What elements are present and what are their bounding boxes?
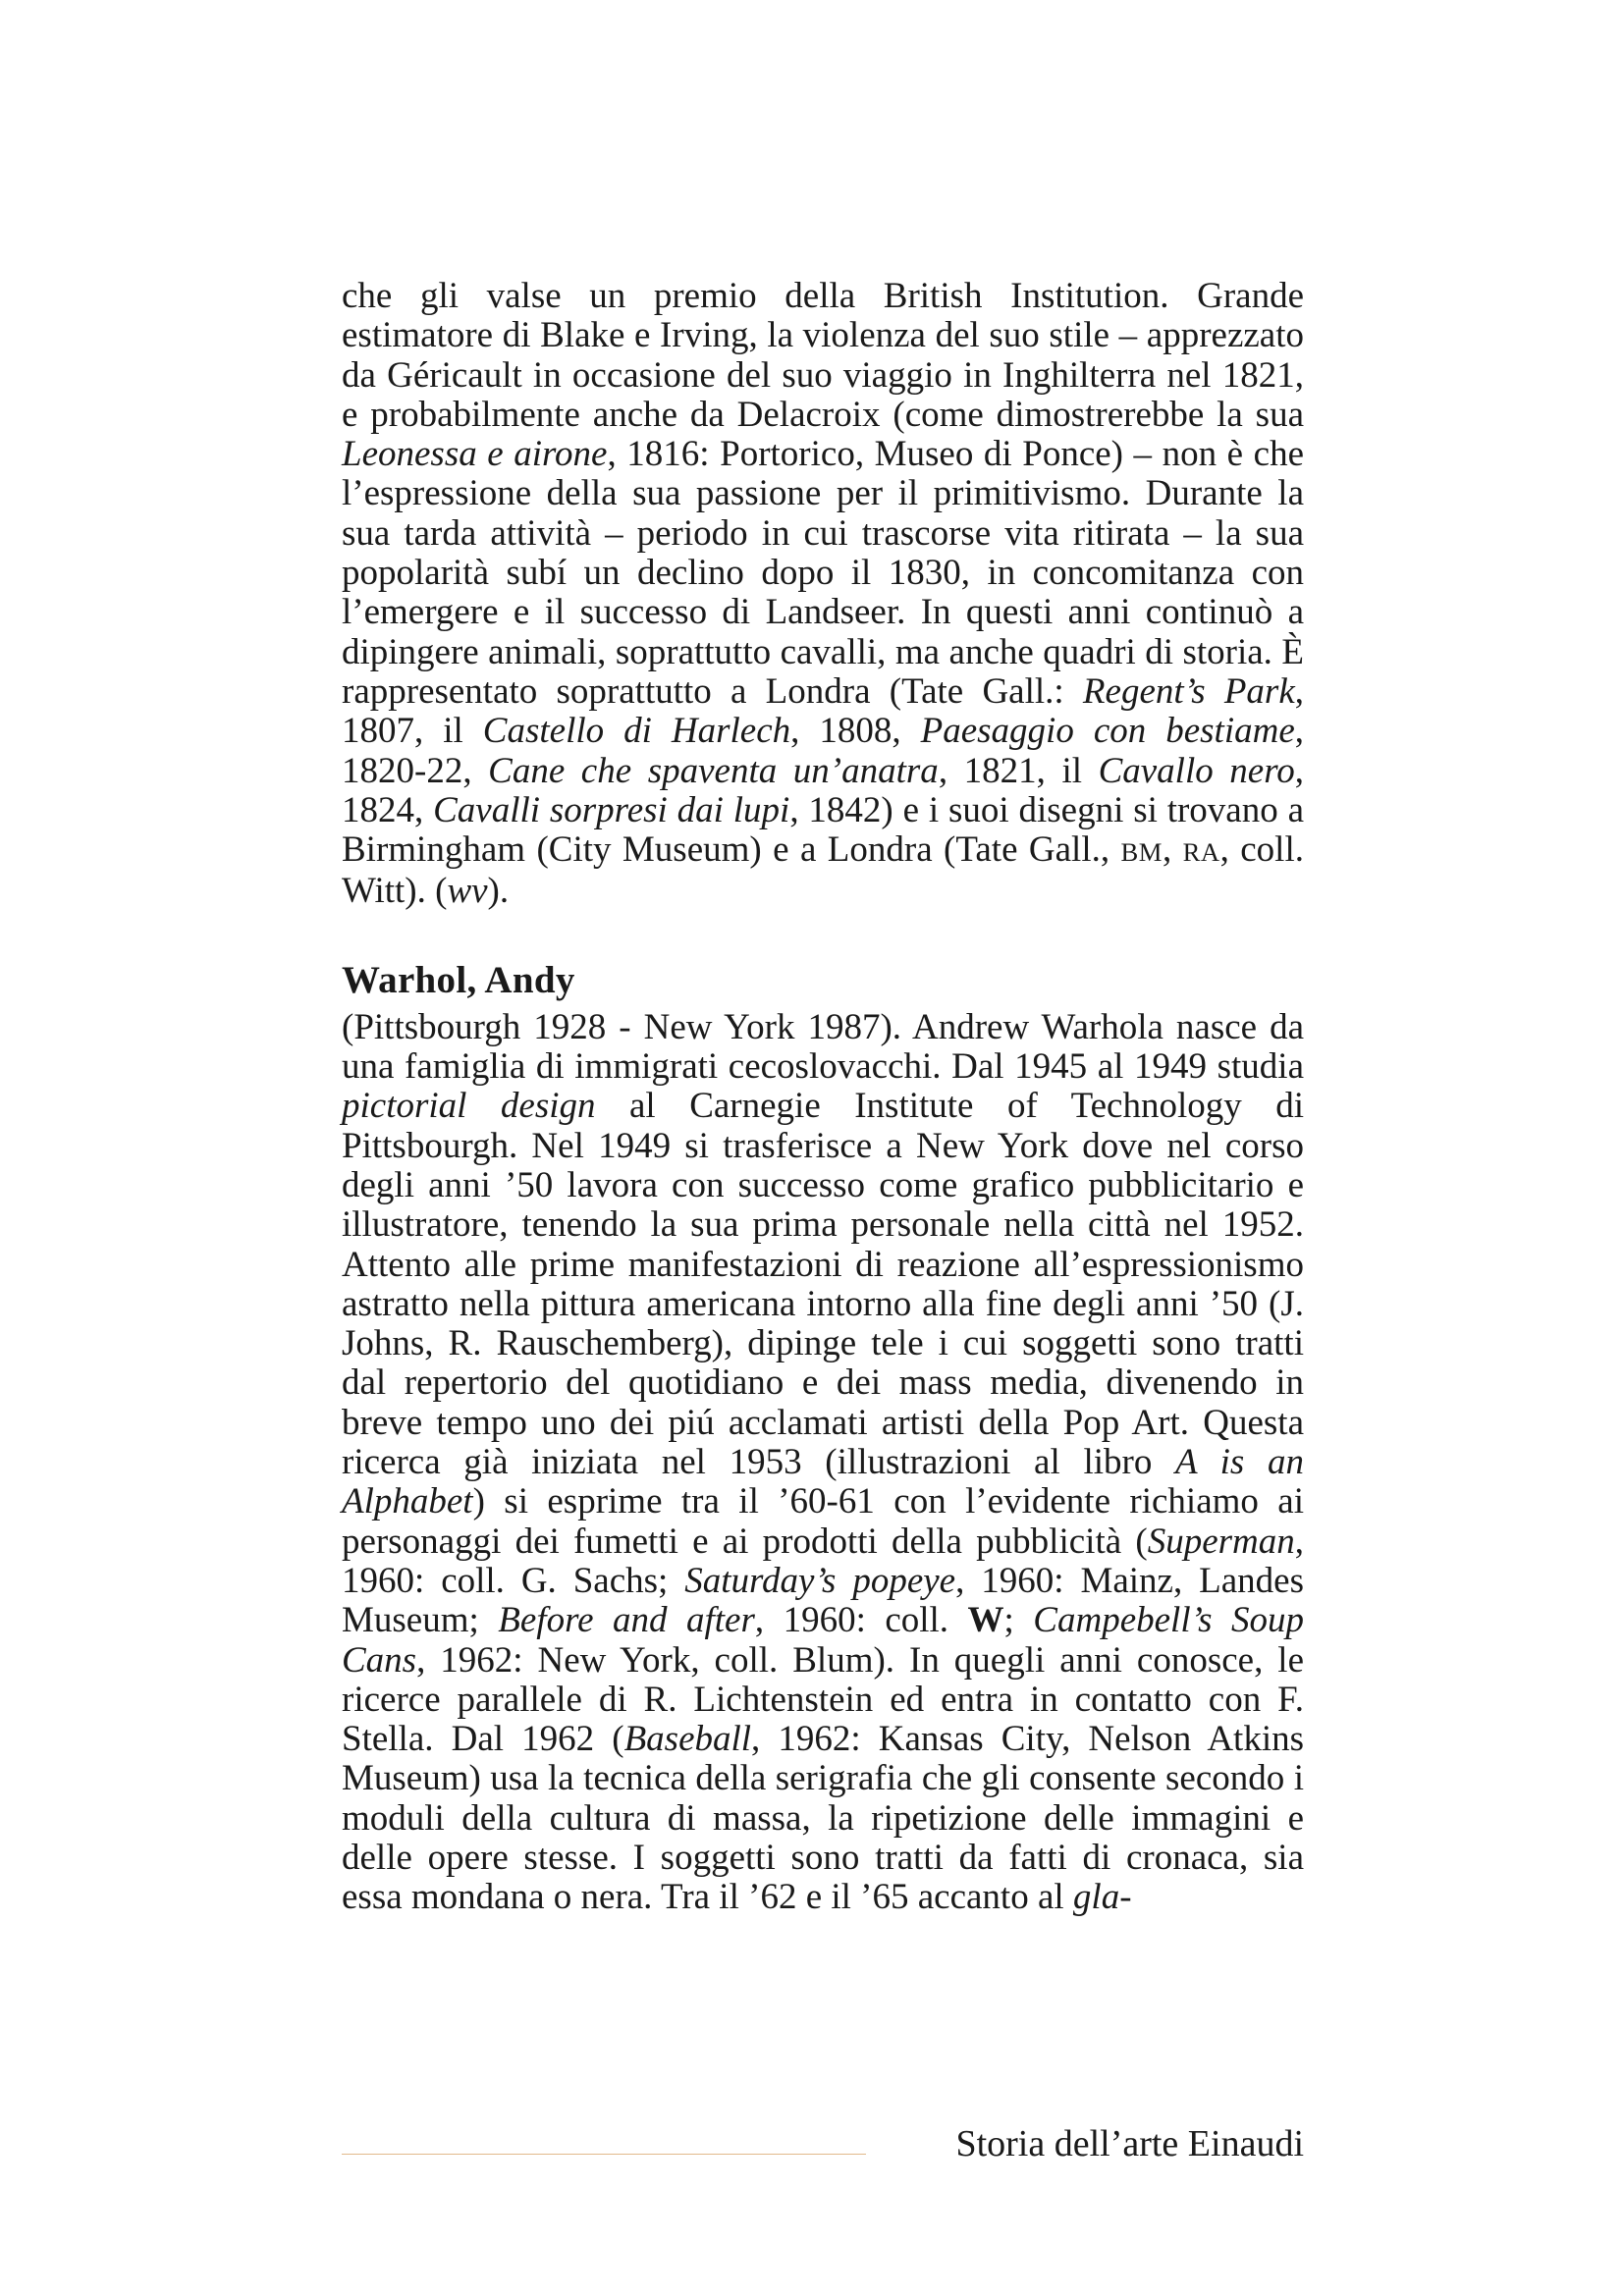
body-text: ).: [487, 871, 510, 912]
entry-title: Warhol, Andy: [342, 958, 575, 1001]
italic-text: wv: [447, 871, 488, 912]
page-footer: [342, 2109, 1304, 2167]
body-text: che gli valse un premio della British Institution. Grande estimatore di Blake e Irving, la violenza del suo stile – apprezzato da Géricault in occasione del suo viaggio in Inghilterra nel 1821, e probabilmente anche da Delacroix (come dimostrerebbe la sua: [342, 276, 1304, 435]
italic-text: Regent’s Park: [1082, 670, 1295, 712]
body-text: , 1962: New York, coll. Blum). In quegli anni conosce, le ricerce parallele di R. Lichtenstein ed entra in contatto con F. Stella. Dal 1962 (: [342, 1639, 1304, 1760]
body-text: ;: [1003, 1600, 1034, 1641]
body-text: , 1960: Mainz, Landes Museum;: [342, 1560, 1304, 1641]
italic-text: Saturday’s popeye: [684, 1560, 956, 1601]
body-text: , 1842) e i suoi disegni si trovano a Birmingham (City Museum) e a Londra (Tate Gall.,: [342, 789, 1304, 871]
italic-text: Baseball: [623, 1719, 752, 1760]
italic-text: Before and after: [498, 1600, 755, 1641]
body-text: , 1960: coll.: [754, 1600, 968, 1641]
bold-text: W: [967, 1600, 1004, 1641]
italic-text: Cavalli sorpresi dai lupi: [433, 789, 790, 830]
footer-rule: [342, 2154, 866, 2155]
italic-text: Campebell’s Soup Cans: [342, 1600, 1305, 1681]
italic-text: pictorial design: [342, 1086, 596, 1127]
body-text: al Carnegie Institute of Technology di Pittsbourgh. Nel 1949 si trasferisce a New York dove nel corso degli anni ’50 lavora con successo come grafico pubblicitario e illustratore, tenendo la sua prima personale nella città nel 1952. Attento alle prime manifestazioni di reazione all’espressionismo astratto nella pittura americana intorno alla fine degli anni ’50 (J. Johns, R. Rauschemberg), dipinge tele i cui soggetti sono tratti dal repertorio del quotidiano e dei mass media, divenendo in breve tempo uno dei piú acclamati artisti della Pop Art. Questa ricerca già iniziata nel 1953 (illustrazioni al libro: [342, 1086, 1304, 1483]
body-text: , 1808,: [790, 711, 921, 752]
entry-warhol-paragraph: [342, 1008, 1304, 1918]
italic-text: Paesaggio con bestiame: [920, 711, 1295, 752]
italic-text: Castello di Harlech: [482, 711, 791, 752]
italic-text: Leonessa e airone: [342, 434, 608, 475]
italic-text: gla-: [1072, 1877, 1132, 1918]
body-text: , 1962: Kansas City, Nelson Atkins Museum) usa la tecnica della serigrafia che gli consente secondo i moduli della cultura di massa, la ripetizione delle immagini e delle opere stesse. I soggetti sono tratti da fatti di cronaca, sia essa mondana o nera. Tra il ’62 e il ’65 accanto al: [342, 1719, 1304, 1918]
body-text: , 1960: coll. G. Sachs;: [342, 1521, 1304, 1601]
page-body: [342, 277, 1304, 1918]
abbreviation-text: RA: [1182, 837, 1220, 868]
body-text: (Pittsbourgh 1928 - New York 1987). Andrew Warhola nasce da una famiglia di immigrati cecoslovacchi. Dal 1945 al 1949 studia: [342, 1006, 1304, 1088]
italic-text: Cavallo nero: [1098, 750, 1295, 791]
body-text: , 1807, il: [342, 670, 1305, 752]
italic-text: Superman: [1147, 1521, 1295, 1562]
body-text: ,: [1162, 829, 1183, 871]
italic-text: A is an Alphabet: [342, 1442, 1304, 1522]
entry-continuation-paragraph: [342, 277, 1304, 912]
body-text: , 1821, il: [938, 750, 1099, 791]
abbreviation-text: BM: [1120, 837, 1163, 868]
italic-text: Cane che spaventa un’anatra: [488, 750, 939, 791]
body-text: , 1816: Portorico, Museo di Ponce) – non è che l’espressione della sua passione per il primitivismo. Durante la sua tarda attività – periodo in cui trascorse vita ritirata – la sua popolarità subí un declino dopo il 1830, in concomitanza con l’emergere e il successo di Landseer. In questi anni continuò a dipingere animali, soprattutto cavalli, ma anche quadri di storia. È rappresentato soprattutto a Londra (Tate Gall.:: [342, 434, 1304, 712]
body-text: , 1824,: [342, 750, 1305, 830]
body-text: ) si esprime tra il ’60-61 con l’evidente richiamo ai personaggi dei fumetti e ai prodotti della pubblicità (: [342, 1481, 1304, 1562]
footer-publication-title: Storia dell’arte Einaudi: [955, 2123, 1304, 2164]
body-text: , 1820-22,: [342, 711, 1304, 791]
body-text: , coll. Witt). (: [342, 829, 1304, 912]
